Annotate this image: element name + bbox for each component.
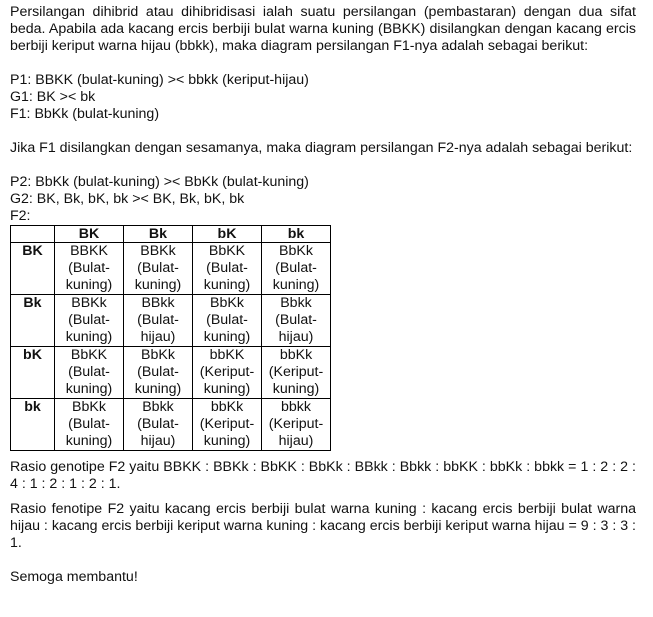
punnett-row-header: bK	[11, 347, 55, 399]
cell-genotype: bbkk	[281, 399, 311, 415]
punnett-row-header: bk	[11, 399, 55, 451]
cell-genotype: BbKK	[208, 243, 246, 259]
cell-phenotype-line1: (Bulat-	[275, 260, 317, 276]
cell-phenotype-line2: kuning)	[203, 277, 251, 293]
cell-phenotype-line2: hijau)	[278, 329, 314, 345]
punnett-cell	[55, 347, 124, 399]
punnett-column-header: BK	[55, 226, 124, 243]
cell-genotype: BBKk	[140, 243, 176, 259]
f2-label: F2:	[10, 208, 31, 224]
spacer	[10, 552, 636, 569]
cell-phenotype-line1: (Bulat-	[206, 260, 248, 276]
punnett-cell	[193, 399, 262, 451]
cell-genotype: Bbkk	[142, 399, 174, 415]
punnett-row-header: Bk	[11, 295, 55, 347]
cell-phenotype-line2: hijau)	[278, 433, 314, 449]
punnett-row	[11, 295, 331, 347]
spacer	[10, 55, 636, 72]
punnett-cell	[124, 399, 193, 451]
cell-genotype: bbKk	[210, 399, 244, 415]
cell-genotype: BBkk	[141, 295, 175, 311]
cell-phenotype-line1: (Bulat-	[68, 416, 110, 432]
cell-genotype: BBKk	[71, 295, 107, 311]
cell-phenotype-line1: (Keriput-	[199, 364, 255, 380]
punnett-corner-cell	[11, 226, 55, 243]
cell-phenotype-line2: kuning)	[203, 433, 251, 449]
p1-line: P1: BBKK (bulat-kuning) >< bbkk (keriput-hijau)	[10, 72, 309, 88]
phenotype-ratio-paragraph: Rasio fenotipe F2 yaitu kacang ercis berbiji bulat warna kuning : kacang ercis berbiji bulat warna hijau : kacang ercis berbiji keriput warna kuning : kacang ercis berbiji keriput warna hijau = 9 : 3 : 3 : 1.	[10, 501, 636, 551]
cell-genotype: BbKk	[141, 347, 175, 363]
punnett-column-header: bK	[193, 226, 262, 243]
answer-document	[10, 4, 636, 586]
cell-phenotype-line1: (Bulat-	[275, 312, 317, 328]
cell-genotype: BbKk	[279, 243, 313, 259]
punnett-cell	[262, 399, 331, 451]
p2-line: P2: BbKk (bulat-kuning) >< BbKk (bulat-kuning)	[10, 174, 309, 190]
punnett-row-header: BK	[11, 243, 55, 295]
spacer	[10, 451, 636, 459]
spacer	[10, 493, 636, 501]
cell-genotype: bbKK	[209, 347, 245, 363]
cell-phenotype-line1: (Bulat-	[68, 260, 110, 276]
punnett-row	[11, 347, 331, 399]
cell-phenotype-line1: (Bulat-	[137, 260, 179, 276]
cell-genotype: BbKK	[70, 347, 108, 363]
punnett-cell	[124, 243, 193, 295]
cell-phenotype-line2: kuning)	[203, 381, 251, 397]
f2-intro-paragraph: Jika F1 disilangkan dengan sesamanya, maka diagram persilangan F2-nya adalah sebagai berikut:	[10, 140, 633, 156]
punnett-cell	[193, 295, 262, 347]
cell-phenotype-line2: kuning)	[65, 277, 113, 293]
genotype-ratio-paragraph: Rasio genotipe F2 yaitu BBKK : BBKk : BbKK : BbKk : BBkk : Bbkk : bbKK : bbKk : bbkk = 1 : 2 : 2 : 4 : 1 : 2 : 1 : 2 : 1.	[10, 459, 636, 492]
punnett-cell	[55, 295, 124, 347]
punnett-cell	[124, 295, 193, 347]
punnett-cell	[55, 399, 124, 451]
cell-phenotype-line1: (Bulat-	[137, 416, 179, 432]
cell-phenotype-line1: (Bulat-	[68, 364, 110, 380]
cell-genotype: BbKk	[210, 295, 244, 311]
cell-phenotype-line1: (Bulat-	[137, 312, 179, 328]
cell-phenotype-line2: kuning)	[272, 381, 320, 397]
cell-genotype: BBKK	[70, 243, 108, 259]
closing-line: Semoga membantu!	[10, 569, 138, 585]
cell-phenotype-line2: kuning)	[203, 329, 251, 345]
cell-phenotype-line1: (Keriput-	[199, 416, 255, 432]
punnett-square-table	[10, 225, 331, 451]
g1-line: G1: BK >< bk	[10, 89, 96, 105]
punnett-column-header: Bk	[124, 226, 193, 243]
punnett-row	[11, 243, 331, 295]
cell-phenotype-line2: kuning)	[65, 433, 113, 449]
cell-phenotype-line2: hijau)	[140, 329, 176, 345]
cell-phenotype-line1: (Bulat-	[206, 312, 248, 328]
punnett-row	[11, 399, 331, 451]
cell-phenotype-line2: hijau)	[140, 433, 176, 449]
punnett-cell	[262, 243, 331, 295]
cell-phenotype-line1: (Bulat-	[137, 364, 179, 380]
punnett-cell	[55, 243, 124, 295]
cell-genotype: bbKk	[279, 347, 313, 363]
f1-line: F1: BbKk (bulat-kuning)	[10, 106, 160, 122]
cell-phenotype-line2: kuning)	[272, 277, 320, 293]
punnett-cell	[262, 347, 331, 399]
cell-phenotype-line1: (Bulat-	[68, 312, 110, 328]
spacer	[10, 157, 636, 174]
punnett-cell	[124, 347, 193, 399]
cell-phenotype-line2: kuning)	[65, 381, 113, 397]
cell-phenotype-line1: (Keriput-	[268, 364, 324, 380]
punnett-cell	[262, 295, 331, 347]
intro-paragraph: Persilangan dihibrid atau dihibridisasi ialah suatu persilangan (pembastaran) dengan dua sifat beda. Apabila ada kacang ercis berbiji bulat warna kuning (BBKK) disilangkan dengan kacang ercis berbiji keriput warna hijau (bbkk), maka diagram persilangan F1-nya adalah sebagai berikut:	[10, 4, 636, 54]
g2-line: G2: BK, Bk, bK, bk >< BK, Bk, bK, bk	[10, 191, 245, 207]
spacer	[10, 123, 636, 140]
cell-phenotype-line2: kuning)	[134, 381, 182, 397]
cell-phenotype-line2: kuning)	[134, 277, 182, 293]
cell-phenotype-line2: kuning)	[65, 329, 113, 345]
cell-genotype: Bbkk	[280, 295, 312, 311]
cell-genotype: BbKk	[72, 399, 106, 415]
punnett-cell	[193, 347, 262, 399]
punnett-header-row	[11, 226, 331, 243]
punnett-column-header: bk	[262, 226, 331, 243]
punnett-cell	[193, 243, 262, 295]
cell-phenotype-line1: (Keriput-	[268, 416, 324, 432]
